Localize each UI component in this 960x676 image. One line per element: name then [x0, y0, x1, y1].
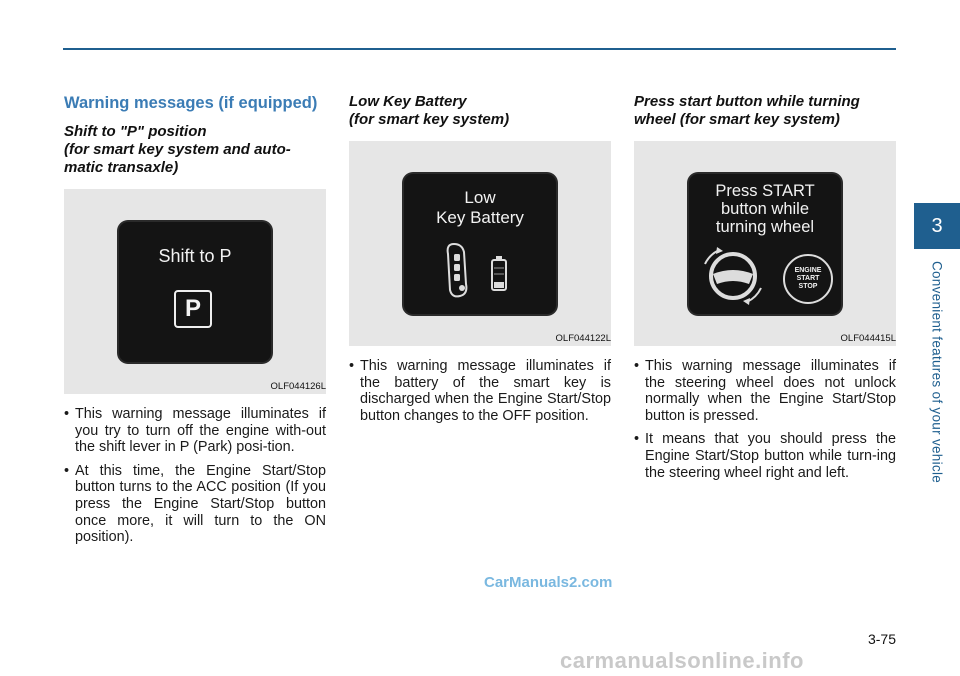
cluster-display	[404, 174, 556, 314]
header-rule	[63, 48, 896, 50]
subtitle-shift-to-p: Shift to "P" position (for smart key system and auto- matic transaxle)	[64, 123, 291, 176]
park-letter: P	[184, 295, 201, 322]
cluster-display	[689, 174, 841, 314]
smart-key-battery-icon	[442, 240, 522, 300]
subtitle-low-key-battery: Low Key Battery (for smart key system)	[349, 93, 510, 128]
display-message: Low Key Battery	[436, 188, 524, 227]
list-item: • This warning message illuminates if the battery of the smart key is discharged when the Engine Start/Stop button changes to the OFF position.	[349, 358, 611, 424]
cluster-display	[119, 222, 271, 362]
figure-shift-to-p	[64, 189, 326, 394]
bullet-list	[634, 358, 896, 481]
figure-code: OLF044122L	[555, 333, 611, 344]
engine-start-stop-label: ENGINE START STOP	[794, 267, 822, 290]
figure-code: OLF044126L	[270, 381, 326, 392]
figure-press-start	[634, 141, 896, 346]
steering-wheel-icon	[699, 244, 769, 308]
section-title: Warning messages (if equipped)	[64, 94, 318, 112]
chapter-title: Convenient features of your vehicle	[929, 260, 945, 484]
smart-key-icon	[448, 244, 467, 296]
footer-watermark: carmanualsonline.info	[560, 648, 804, 673]
chapter-tab	[914, 203, 960, 249]
engine-start-stop-button-icon	[783, 254, 833, 304]
list-item: • At this time, the Engine Start/Stop button turns to the ACC position (If you press the Engine Start/Stop button once more, it will turn to the ON position).	[64, 463, 326, 546]
page-number: 3-75	[867, 631, 896, 647]
subtitle-press-start: Press start button while turning wheel (for smart key system)	[634, 93, 860, 128]
bullet-list	[64, 406, 326, 546]
list-item: • This warning message illuminates if you try to turn off the engine with-out the shift lever in P (Park) posi-tion.	[64, 406, 326, 456]
battery-low-icon	[492, 256, 506, 290]
list-item: • This warning message illuminates if the steering wheel does not unlock normally when the Engine Start/Stop button is pressed.	[634, 358, 896, 424]
figure-low-key-battery	[349, 141, 611, 346]
chapter-number: 3	[931, 214, 943, 237]
bullet-list	[349, 358, 611, 424]
display-message: Press START button while turning wheel	[715, 182, 815, 236]
watermark-link[interactable]: CarManuals2.com	[484, 574, 613, 591]
column-press-start-button	[634, 93, 896, 488]
display-message: Shift to P	[158, 246, 232, 266]
park-p-icon	[174, 290, 212, 328]
column-shift-to-p	[64, 93, 326, 553]
figure-code: OLF044415L	[840, 333, 896, 344]
column-low-key-battery	[349, 93, 611, 431]
list-item: • It means that you should press the Engine Start/Stop button while turn-ing the steering wheel right and left.	[634, 431, 896, 481]
